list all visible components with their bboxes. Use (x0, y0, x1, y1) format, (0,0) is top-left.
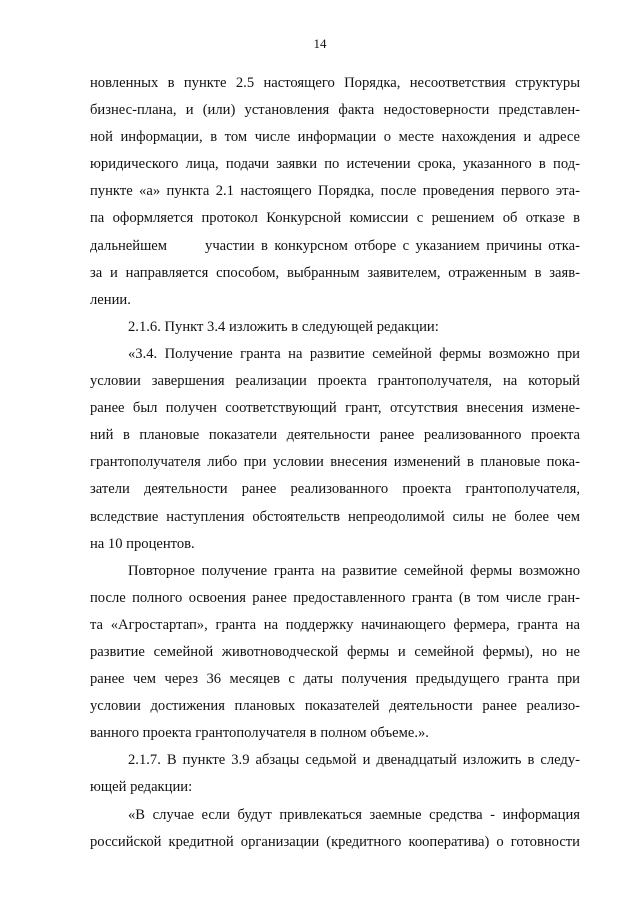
paragraph (90, 558, 580, 748)
text-fragment: участии в конкурсном отборе с указанием причины отка- (205, 237, 580, 254)
text-line: вследствие наступления обстоятельств непреодолимой силы не более чем (90, 508, 580, 525)
text-line: условии достижения плановых показателей деятельности ранее реализо- (90, 698, 580, 715)
text-line: бизнес-плана, и (или) установления факта недостоверности представлен- (90, 102, 580, 119)
text-line: ванного проекта грантополучателя в полном объеме.». (90, 725, 429, 742)
text-line: Повторное получение гранта на развитие семейной фермы возможно (128, 562, 580, 579)
text-line (90, 233, 580, 260)
paragraph (90, 802, 580, 856)
text-line: ранее был получен соответствующий грант, отсутствия внесения измене- (90, 400, 580, 417)
text-line: юридического лица, подачи заявки по истечении срока, указанного в под- (90, 156, 580, 173)
text-line: па оформляется протокол Конкурсной комиссии с решением об отказе в (90, 210, 580, 227)
paragraph (90, 747, 580, 801)
text-line: та «Агростартап», гранта на поддержку начинающего фермера, гранта на (90, 616, 580, 633)
text-line: условии завершения реализации проекта грантополучателя, на который (90, 373, 580, 390)
paragraph (90, 314, 580, 341)
text-line: ной информации, в том числе информации о месте нахождения и адресе (90, 129, 580, 146)
text-fragment: дальнейшем (90, 237, 168, 254)
text-line: «В случае если будут привлекаться заемные средства - информация (128, 806, 580, 823)
text-line: ющей редакции: (90, 779, 193, 796)
text-line: 2.1.6. Пункт 3.4 изложить в следующей редакции: (128, 318, 439, 335)
text-line: ранее чем через 36 месяцев с даты получения предыдущего гранта при (90, 671, 580, 688)
text-line: лении. (90, 291, 131, 308)
text-line: затели деятельности ранее реализованного проекта грантополучателя, (90, 481, 580, 498)
text-line: развитие семейной животноводческой фермы и семейной фермы), но не (90, 643, 580, 660)
page-number: 14 (313, 36, 327, 51)
paragraph (90, 341, 580, 558)
paragraph (90, 70, 580, 314)
text-line: после полного освоения ранее предоставленного гранта (в том числе гран- (90, 589, 580, 606)
document-body (90, 70, 580, 856)
text-line: российской кредитной организации (кредитного кооператива) о готовности (90, 833, 580, 850)
text-line: новленных в пункте 2.5 настоящего Порядка, несоответствия структуры (90, 75, 580, 91)
text-line: грантополучателя либо при условии внесения изменений в плановые пока- (90, 454, 580, 471)
text-line: 2.1.7. В пункте 3.9 абзацы седьмой и двенадцатый изложить в следу- (128, 752, 580, 769)
text-line: за и направляется способом, выбранным заявителем, отраженным в заяв- (90, 264, 580, 281)
text-line: ний в плановые показатели деятельности ранее реализованного проекта (90, 427, 580, 444)
text-line: на 10 процентов. (90, 535, 195, 552)
text-line: пункте «а» пункта 2.1 настоящего Порядка, после проведения первого эта- (90, 183, 580, 200)
text-line: «3.4. Получение гранта на развитие семейной фермы возможно при (128, 345, 580, 362)
